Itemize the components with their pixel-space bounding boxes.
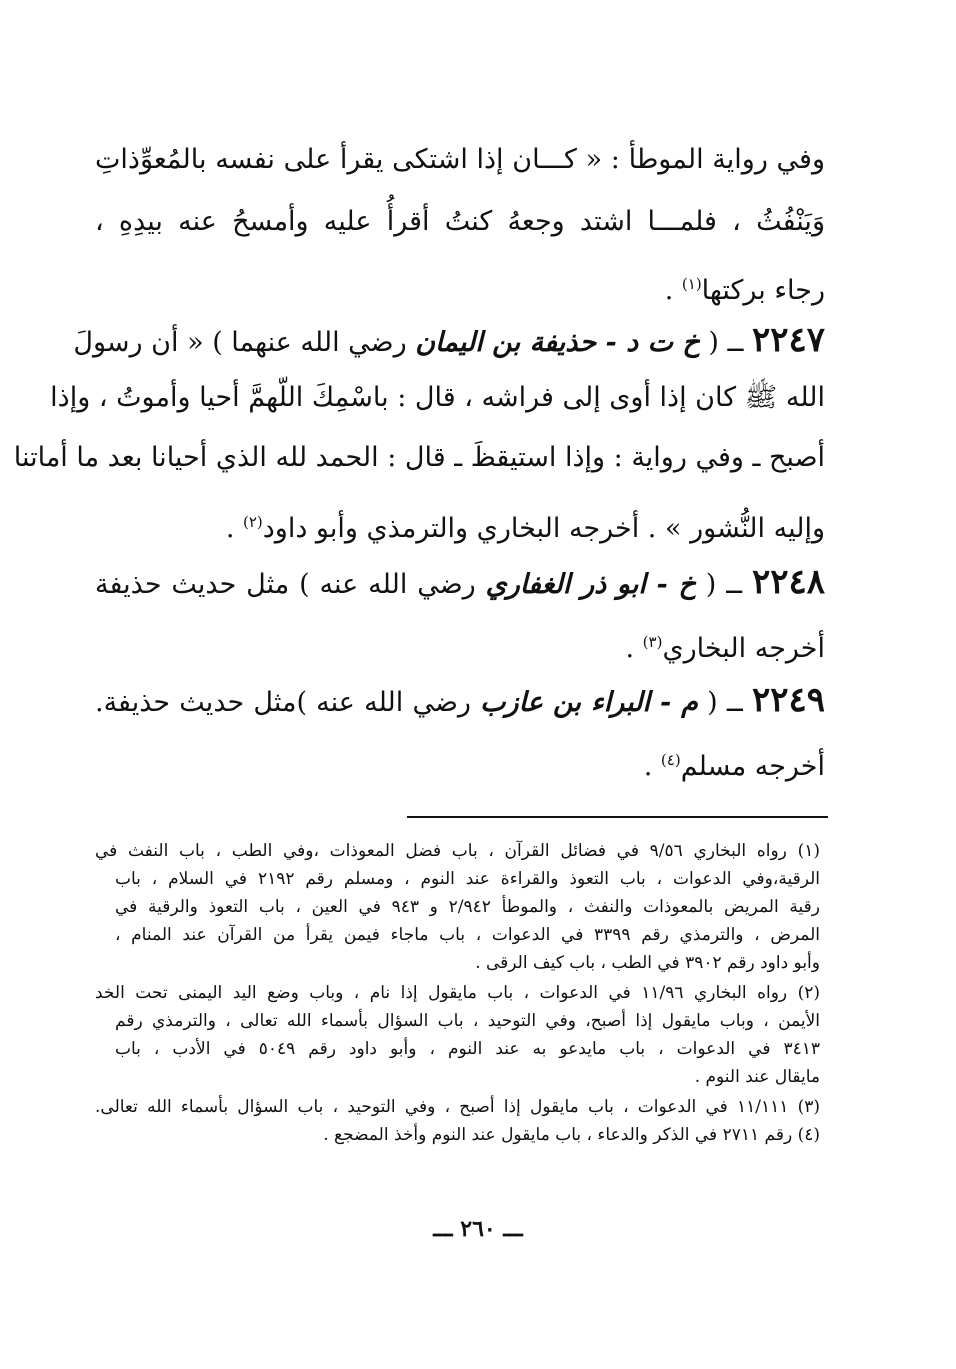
intro-line-1: وفي رواية الموطأ : « كـــان إذا اشتكى يقرأ على نفسه بالمُعوِّذاتِ <box>95 144 825 175</box>
footnote-4-line-1: (٤) رقم ٢٧١١ في الذكر والدعاء ، باب مايقول عند النوم وأخذ المضجع . <box>323 1125 820 1145</box>
hadith-2247-line-1 <box>73 320 825 364</box>
footnote-1-line-4: المرض ، والترمذي رقم ٣٣٩٩ في الدعوات ، باب ماجاء فيمن يقرأ من القرآن عند المنام ، <box>115 925 820 945</box>
hadith-number: ٢٢٤٨ <box>751 562 825 602</box>
footnote-2-line-3: ٣٤١٣ في الدعوات ، باب مايدعو به عند النوم ، وأبو داود رقم ٥٠٤٩ في الأدب ، باب <box>115 1039 820 1059</box>
footnote-divider <box>407 816 828 818</box>
hadith-2249-line-2 <box>95 740 825 784</box>
hadith-open-paren: ( <box>697 687 718 718</box>
footnote-1-line-1: (١) رواه البخاري ٩/٥٦ في فضائل القرآن ، باب فضل المعوذات ،وفي الطب ، باب النفث في <box>95 841 820 861</box>
hadith-2248-line-2-text: أخرجه البخاري <box>662 633 825 664</box>
hadith-2249-line-1 <box>95 680 825 724</box>
footnote-ref-3[interactable]: (٣) <box>642 633 663 651</box>
hadith-dash: ــ <box>717 687 752 718</box>
page-number: ـــ ٢٦٠ ـــ <box>433 1216 523 1242</box>
hadith-2247-line-4 <box>95 502 825 546</box>
hadith-2249-line-2-end: . <box>643 751 661 782</box>
hadith-2247-line-3: أصبح ـ وفي رواية : وإذا استيقظَ ـ قال : الحمد لله الذي أحيانا بعد ما أماتنا <box>13 442 825 473</box>
hadith-open-paren: ( <box>699 327 719 358</box>
footnote-3-line-1: (٣) ١١/١١١ في الدعوات ، باب مايقول إذا أصبح ، وفي التوحيد ، باب السؤال بأسماء الله تعالى. <box>95 1097 821 1117</box>
hadith-number: ٢٢٤٩ <box>751 680 826 720</box>
hadith-2248-line-2-end: . <box>625 633 643 664</box>
hadith-narrator: م - البراء بن عازب <box>480 687 698 718</box>
hadith-2247-line-4-text: وإليه النُّشور » . أخرجه البخاري والترمذي وأبو داود <box>262 513 825 544</box>
hadith-2249-line-2-text: أخرجه مسلم <box>680 751 825 782</box>
hadith-dash: ــ <box>718 327 752 358</box>
hadith-line-1-rest: « أن رسولَ <box>73 327 204 358</box>
footnote-ref-4[interactable]: (٤) <box>660 751 681 769</box>
footnote-2-line-4: مايقال عند النوم . <box>694 1067 820 1087</box>
hadith-2247-line-2: الله ﷺ كان إذا أوى إلى فراشه ، قال : باسْمِكَ اللّهمَّ أحيا وأموتُ ، وإذا <box>50 382 825 413</box>
footnote-2-line-1: (٢) رواه البخاري ١١/٩٦ في الدعوات ، باب مايقول إذا نام ، وباب وضع اليد اليمنى تحت الخد <box>95 983 820 1003</box>
intro-line-3-text: رجاء بركتها <box>701 275 825 306</box>
intro-line-2: وَيَنْفُثُ ، فلمـــا اشتد وجعهُ كنتُ أقرأُ عليه وأمسحُ عنه بيدِهِ ، <box>95 206 825 237</box>
intro-line-3 <box>95 264 825 308</box>
hadith-open-paren: ( <box>695 569 717 600</box>
hadith-2248-line-2 <box>95 622 825 666</box>
hadith-dash: ــ <box>716 569 752 600</box>
hadith-2247-line-4-end: . <box>225 513 243 544</box>
footnote-ref-1[interactable]: (١) <box>681 275 702 293</box>
hadith-narrator-tail: رضي الله عنهما ) <box>203 327 416 358</box>
hadith-narrator-tail: رضي الله عنه ) مثل حديث حذيفة <box>95 569 486 600</box>
hadith-narrator: خ ت د - حذيفة بن اليمان <box>415 327 700 358</box>
footnote-1-line-5: وأبو داود رقم ٣٩٠٢ في الطب ، باب كيف الرقى . <box>475 953 820 973</box>
hadith-narrator: خ - ابو ذر الغفاري <box>485 569 696 600</box>
intro-line-3-end: . <box>664 275 682 306</box>
footnote-1-line-2: الرقية،وفي الدعوات ، باب التعوذ والقراءة عند النوم ، ومسلم رقم ٢١٩٢ في السلام ، باب <box>115 869 820 889</box>
hadith-2248-line-1 <box>95 562 825 606</box>
hadith-number: ٢٢٤٧ <box>751 320 825 360</box>
footnote-1-line-3: رقية المريض بالمعوذات والنفث ، والموطأ ٢/٩٤٢ و ٩٤٣ في العين ، باب التعوذ والرقية في <box>115 897 820 917</box>
footnote-ref-2[interactable]: (٢) <box>242 513 263 531</box>
hadith-narrator-tail: رضي الله عنه )مثل حديث حذيفة. <box>95 687 481 718</box>
footnote-2-line-2: الأيمن ، وباب مايقول إذا أصبح، وفي التوحيد ، باب السؤال بأسماء الله تعالى ، والترمذي رقم <box>115 1011 820 1031</box>
